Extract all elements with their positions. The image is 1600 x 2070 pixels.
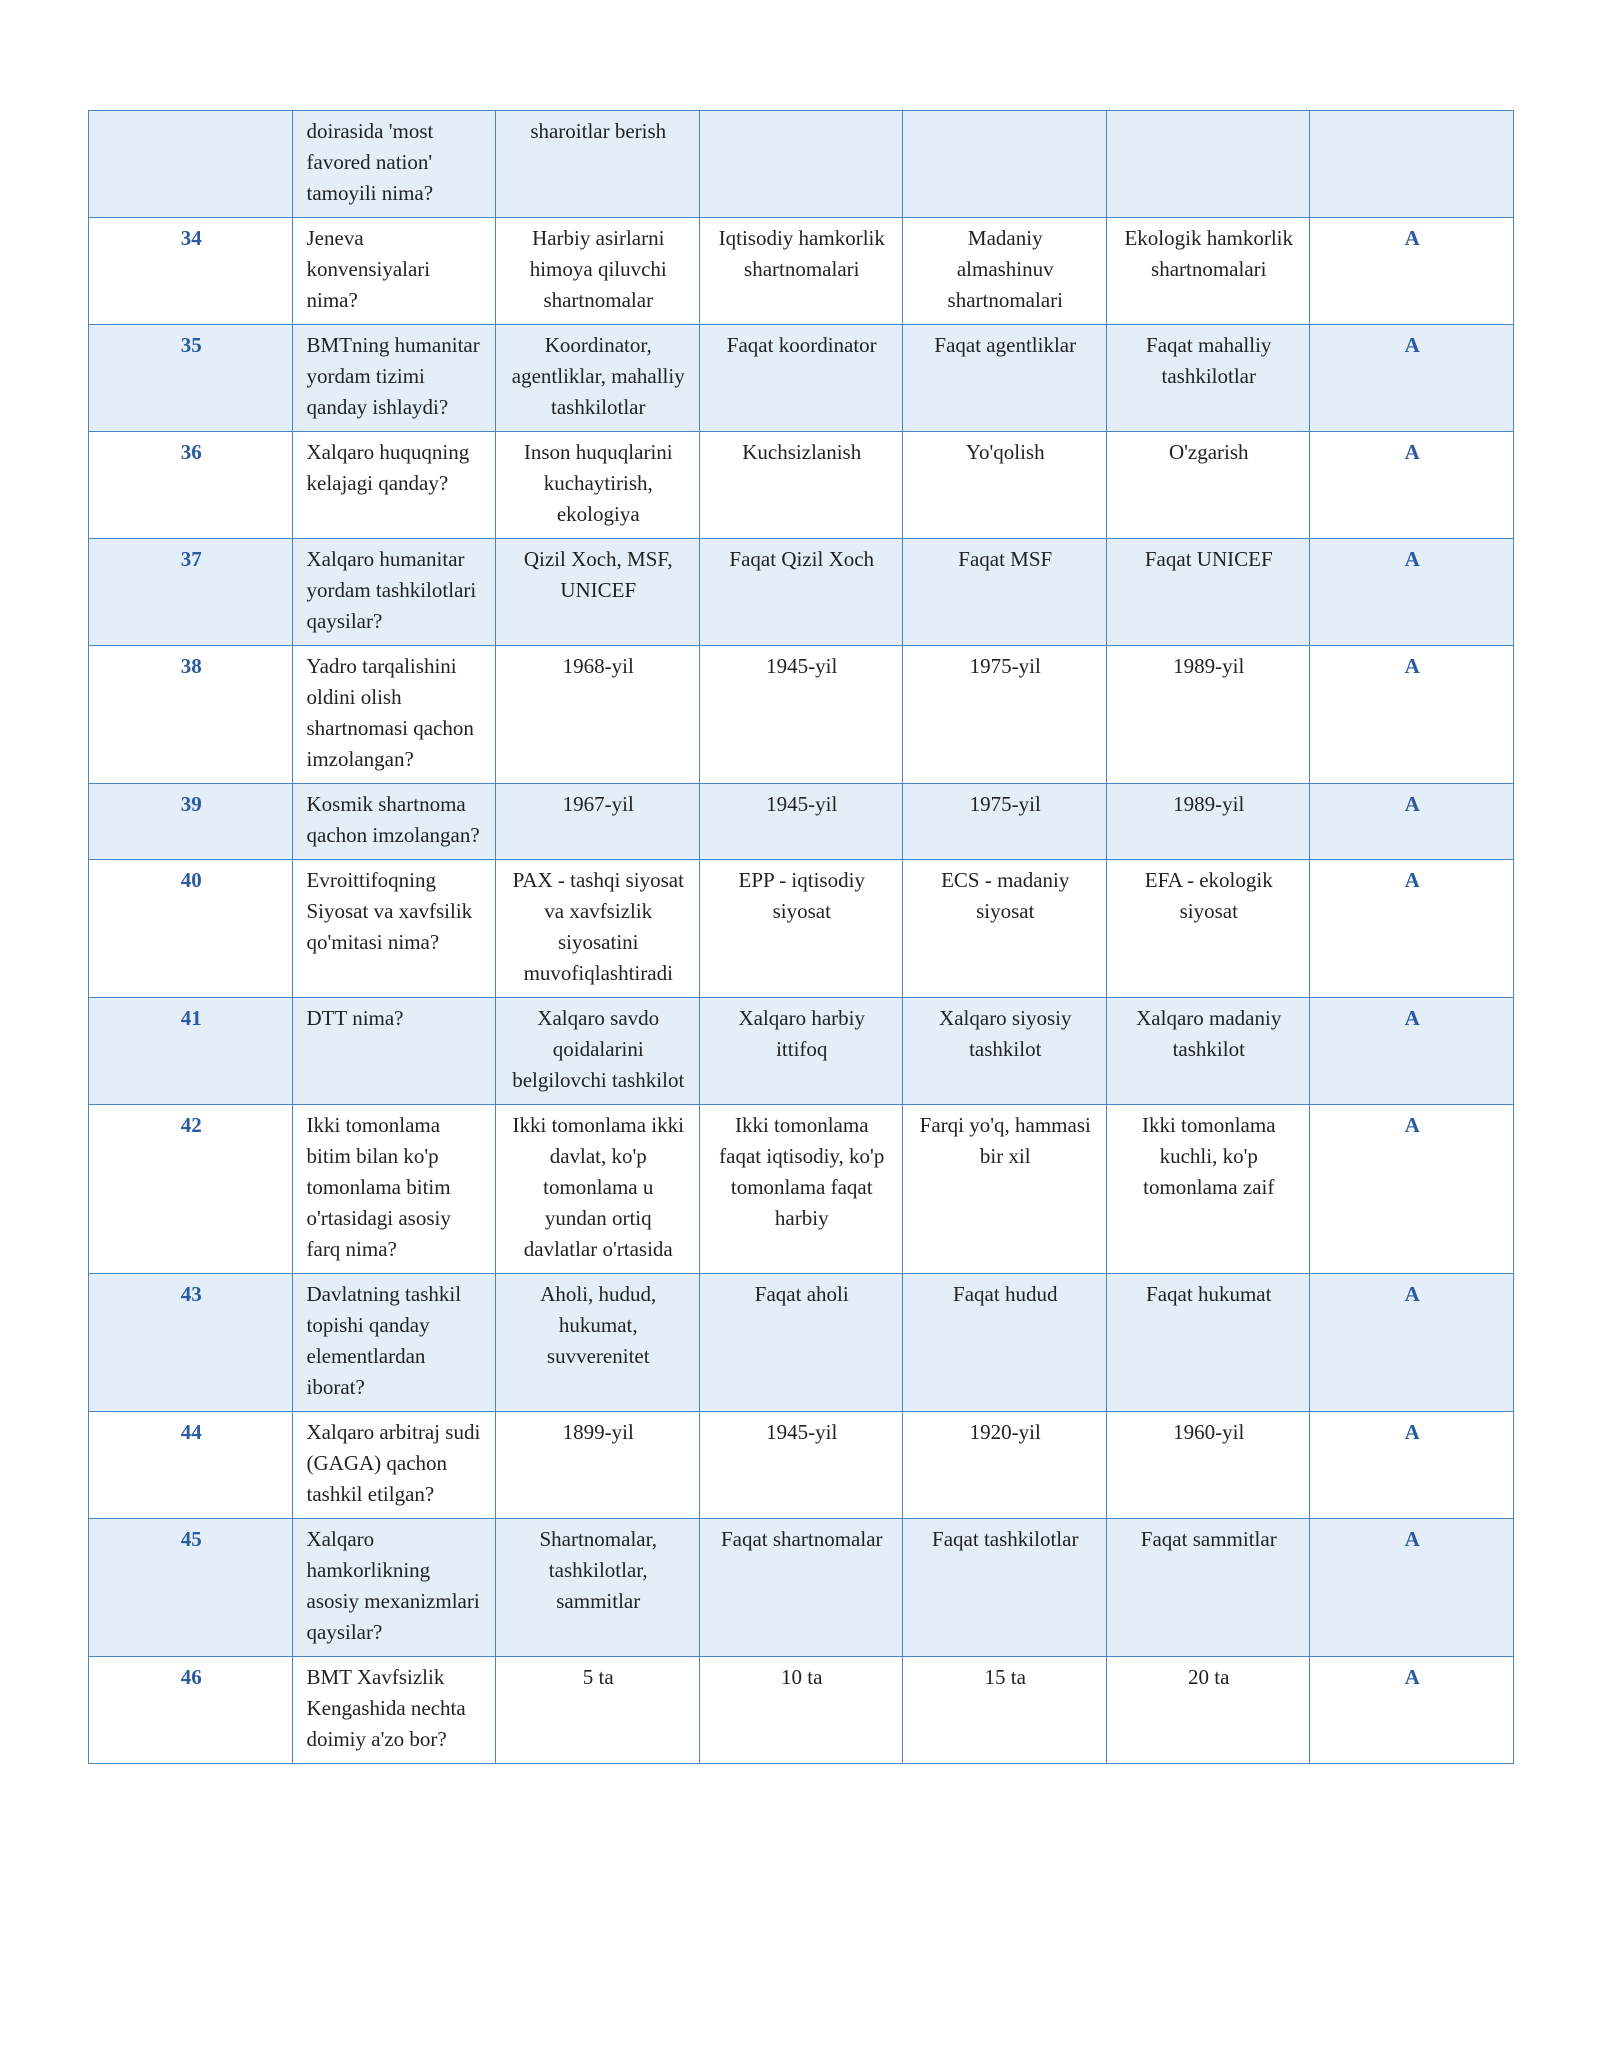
correct-answer-cell: A <box>1310 325 1514 432</box>
table-row <box>89 1274 1514 1412</box>
option-b-cell: Faqat shartnomalar <box>699 1519 903 1657</box>
table-row <box>89 1105 1514 1274</box>
option-a-cell: Koordinator, agentliklar, mahalliy tashkilotlar <box>496 325 700 432</box>
option-b-cell: Xalqaro harbiy ittifoq <box>699 998 903 1105</box>
question-text-cell: Xalqaro humanitar yordam tashkilotlari qaysilar? <box>292 539 496 646</box>
option-d-cell: EFA - ekologik siyosat <box>1106 860 1310 998</box>
correct-answer-cell: A <box>1310 646 1514 784</box>
option-c-cell: Madaniy almashinuv shartnomalari <box>903 218 1107 325</box>
option-c-cell: Faqat MSF <box>903 539 1107 646</box>
question-number-cell: 39 <box>89 784 293 860</box>
question-text-cell: Ikki tomonlama bitim bilan ko'p tomonlama bitim o'rtasidagi asosiy farq nima? <box>292 1105 496 1274</box>
question-number-cell: 36 <box>89 432 293 539</box>
question-number-cell: 46 <box>89 1657 293 1764</box>
option-a-cell: Qizil Xoch, MSF, UNICEF <box>496 539 700 646</box>
correct-answer-cell: A <box>1310 1274 1514 1412</box>
option-a-cell: Xalqaro savdo qoidalarini belgilovchi tashkilot <box>496 998 700 1105</box>
option-d-cell: 20 ta <box>1106 1657 1310 1764</box>
question-number-cell: 37 <box>89 539 293 646</box>
option-a-cell: Inson huquqlarini kuchaytirish, ekologiya <box>496 432 700 539</box>
option-b-cell: Faqat aholi <box>699 1274 903 1412</box>
option-a-cell: 5 ta <box>496 1657 700 1764</box>
correct-answer-cell: A <box>1310 860 1514 998</box>
correct-answer-cell: A <box>1310 1519 1514 1657</box>
option-d-cell: 1989-yil <box>1106 784 1310 860</box>
option-c-cell: ECS - madaniy siyosat <box>903 860 1107 998</box>
question-text-cell: Davlatning tashkil topishi qanday elementlardan iborat? <box>292 1274 496 1412</box>
option-d-cell: Ikki tomonlama kuchli, ko'p tomonlama zaif <box>1106 1105 1310 1274</box>
question-number-cell: 38 <box>89 646 293 784</box>
option-d-cell: Faqat hukumat <box>1106 1274 1310 1412</box>
correct-answer-cell: A <box>1310 539 1514 646</box>
option-d-cell: 1989-yil <box>1106 646 1310 784</box>
question-text-cell: Evroittifoqning Siyosat va xavfsilik qo'mitasi nima? <box>292 860 496 998</box>
option-c-cell: 1920-yil <box>903 1412 1107 1519</box>
option-c-cell: 1975-yil <box>903 646 1107 784</box>
option-b-cell: 1945-yil <box>699 646 903 784</box>
option-a-cell: Ikki tomonlama ikki davlat, ko'p tomonlama u yundan ortiq davlatlar o'rtasida <box>496 1105 700 1274</box>
table-row <box>89 784 1514 860</box>
question-number-cell: 42 <box>89 1105 293 1274</box>
question-text-cell: BMT Xavfsizlik Kengashida nechta doimiy a'zo bor? <box>292 1657 496 1764</box>
table-row <box>89 539 1514 646</box>
option-d-cell: Ekologik hamkorlik shartnomalari <box>1106 218 1310 325</box>
table-row <box>89 1519 1514 1657</box>
option-c-cell: Faqat hudud <box>903 1274 1107 1412</box>
question-number-cell: 34 <box>89 218 293 325</box>
question-text-cell: Xalqaro arbitraj sudi (GAGA) qachon tashkil etilgan? <box>292 1412 496 1519</box>
option-b-cell: Faqat koordinator <box>699 325 903 432</box>
correct-answer-cell: A <box>1310 1412 1514 1519</box>
option-d-cell: Xalqaro madaniy tashkilot <box>1106 998 1310 1105</box>
option-d-cell <box>1106 111 1310 218</box>
option-b-cell: 1945-yil <box>699 784 903 860</box>
correct-answer-cell: A <box>1310 998 1514 1105</box>
question-text-cell: doirasida 'most favored nation' tamoyili nima? <box>292 111 496 218</box>
question-text-cell: Kosmik shartnoma qachon imzolangan? <box>292 784 496 860</box>
option-b-cell: EPP - iqtisodiy siyosat <box>699 860 903 998</box>
option-b-cell: Ikki tomonlama faqat iqtisodiy, ko'p tomonlama faqat harbiy <box>699 1105 903 1274</box>
table-row <box>89 646 1514 784</box>
table-row <box>89 1657 1514 1764</box>
option-a-cell: PAX - tashqi siyosat va xavfsizlik siyosatini muvofiqlashtiradi <box>496 860 700 998</box>
question-number-cell <box>89 111 293 218</box>
option-a-cell: 1899-yil <box>496 1412 700 1519</box>
question-text-cell: BMTning humanitar yordam tizimi qanday ishlaydi? <box>292 325 496 432</box>
option-d-cell: Faqat mahalliy tashkilotlar <box>1106 325 1310 432</box>
question-text-cell: Xalqaro huquqning kelajagi qanday? <box>292 432 496 539</box>
option-b-cell <box>699 111 903 218</box>
option-b-cell: 1945-yil <box>699 1412 903 1519</box>
table-row <box>89 111 1514 218</box>
correct-answer-cell: A <box>1310 1657 1514 1764</box>
option-a-cell: 1967-yil <box>496 784 700 860</box>
option-c-cell: Faqat tashkilotlar <box>903 1519 1107 1657</box>
table-row <box>89 325 1514 432</box>
correct-answer-cell: A <box>1310 784 1514 860</box>
option-c-cell: 15 ta <box>903 1657 1107 1764</box>
question-number-cell: 41 <box>89 998 293 1105</box>
option-c-cell: Farqi yo'q, hammasi bir xil <box>903 1105 1107 1274</box>
correct-answer-cell: A <box>1310 1105 1514 1274</box>
option-c-cell: Xalqaro siyosiy tashkilot <box>903 998 1107 1105</box>
option-b-cell: Kuchsizlanish <box>699 432 903 539</box>
correct-answer-cell: A <box>1310 218 1514 325</box>
option-a-cell: 1968-yil <box>496 646 700 784</box>
correct-answer-cell <box>1310 111 1514 218</box>
option-b-cell: 10 ta <box>699 1657 903 1764</box>
question-text-cell: Xalqaro hamkorlikning asosiy mexanizmlari qaysilar? <box>292 1519 496 1657</box>
question-text-cell: Jeneva konvensiyalari nima? <box>292 218 496 325</box>
option-a-cell: Harbiy asirlarni himoya qiluvchi shartnomalar <box>496 218 700 325</box>
option-c-cell: 1975-yil <box>903 784 1107 860</box>
table-row <box>89 432 1514 539</box>
option-d-cell: Faqat UNICEF <box>1106 539 1310 646</box>
question-number-cell: 43 <box>89 1274 293 1412</box>
option-c-cell: Yo'qolish <box>903 432 1107 539</box>
option-b-cell: Faqat Qizil Xoch <box>699 539 903 646</box>
question-text-cell: DTT nima? <box>292 998 496 1105</box>
question-number-cell: 45 <box>89 1519 293 1657</box>
option-d-cell: Faqat sammitlar <box>1106 1519 1310 1657</box>
table-row <box>89 1412 1514 1519</box>
option-a-cell: Shartnomalar, tashkilotlar, sammitlar <box>496 1519 700 1657</box>
table-row <box>89 218 1514 325</box>
option-c-cell <box>903 111 1107 218</box>
quiz-table-body <box>89 111 1514 1764</box>
option-c-cell: Faqat agentliklar <box>903 325 1107 432</box>
question-number-cell: 40 <box>89 860 293 998</box>
option-a-cell: Aholi, hudud, hukumat, suvverenitet <box>496 1274 700 1412</box>
table-row <box>89 860 1514 998</box>
option-a-cell: sharoitlar berish <box>496 111 700 218</box>
table-row <box>89 998 1514 1105</box>
correct-answer-cell: A <box>1310 432 1514 539</box>
option-d-cell: O'zgarish <box>1106 432 1310 539</box>
question-text-cell: Yadro tarqalishini oldini olish shartnomasi qachon imzolangan? <box>292 646 496 784</box>
option-b-cell: Iqtisodiy hamkorlik shartnomalari <box>699 218 903 325</box>
question-number-cell: 44 <box>89 1412 293 1519</box>
quiz-table <box>88 110 1514 1764</box>
question-number-cell: 35 <box>89 325 293 432</box>
option-d-cell: 1960-yil <box>1106 1412 1310 1519</box>
